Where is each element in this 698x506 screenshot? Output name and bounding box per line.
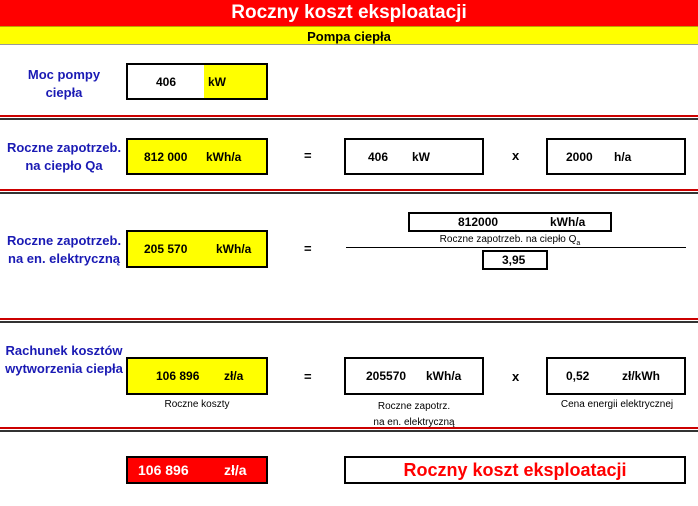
heat-power-field[interactable] bbox=[344, 138, 484, 175]
separator bbox=[0, 189, 698, 194]
electric-cop-field[interactable] bbox=[482, 250, 548, 270]
cost-energy-caption-line2: na en. elektryczną bbox=[373, 417, 455, 428]
cost-price-caption: Cena energii elektrycznej bbox=[560, 399, 674, 410]
cost-label bbox=[0, 342, 128, 378]
heat-power-unit: kW bbox=[412, 149, 430, 164]
cost-energy-caption-line1: Roczne zapotrz. bbox=[377, 401, 451, 412]
electric-numerator-value: 812000 bbox=[458, 215, 499, 229]
cost-price-value: 0,52 bbox=[566, 369, 590, 383]
total-value: 106 896 bbox=[138, 462, 189, 478]
heat-hours-unit: h/a bbox=[614, 149, 632, 164]
heat-hours-field[interactable] bbox=[546, 138, 686, 175]
total-field[interactable] bbox=[126, 456, 268, 484]
separator bbox=[0, 318, 698, 323]
heat-unit: kWh/a bbox=[206, 149, 242, 164]
electric-value: 205 570 bbox=[144, 242, 188, 256]
fraction-line bbox=[346, 247, 686, 248]
power-value: 406 bbox=[156, 74, 177, 89]
cost-energy-unit: kWh/a bbox=[426, 369, 462, 383]
electric-numerator-caption-sub: a bbox=[576, 240, 581, 247]
cost-caption: Roczne koszty bbox=[164, 399, 230, 410]
power-field[interactable] bbox=[126, 63, 268, 100]
power-unit: kW bbox=[208, 74, 226, 89]
heat-label-line1: Roczne zapotrzeb. bbox=[6, 140, 122, 155]
cost-label-line1: Rachunek kosztów bbox=[5, 343, 123, 358]
total-unit: zł/a bbox=[224, 462, 247, 478]
electric-field[interactable] bbox=[126, 230, 268, 268]
cost-price-field[interactable] bbox=[546, 357, 686, 395]
power-label-line1: Moc pompy bbox=[27, 67, 101, 82]
cost-unit: zł/a bbox=[224, 369, 244, 383]
cost-energy-value: 205570 bbox=[366, 369, 407, 383]
cost-price-unit: zł/kWh bbox=[622, 369, 660, 383]
cost-energy-field[interactable] bbox=[344, 357, 484, 395]
electric-unit: kWh/a bbox=[216, 242, 252, 256]
heat-equals: = bbox=[304, 148, 312, 163]
cost-field[interactable] bbox=[126, 357, 268, 395]
heat-label bbox=[0, 139, 128, 175]
heat-hours-value: 2000 bbox=[566, 149, 593, 164]
electric-label-line1: Roczne zapotrzeb. bbox=[6, 233, 122, 248]
separator bbox=[0, 427, 698, 432]
electric-numerator-caption bbox=[400, 234, 620, 247]
heat-field[interactable] bbox=[126, 138, 268, 175]
page-subtitle: Pompa ciepła bbox=[0, 26, 698, 45]
cost-value: 106 896 bbox=[156, 369, 200, 383]
power-label-line2: ciepła bbox=[45, 85, 83, 100]
heat-value: 812 000 bbox=[144, 149, 188, 164]
separator bbox=[0, 115, 698, 120]
electric-cop-value: 3,95 bbox=[502, 253, 526, 267]
cost-label-line2: wytworzenia ciepła bbox=[5, 361, 123, 376]
heat-times: x bbox=[512, 148, 520, 163]
electric-numerator-caption-text: Roczne zapotrzeb. na ciepło Q bbox=[439, 234, 577, 245]
electric-numerator-unit: kWh/a bbox=[550, 215, 586, 229]
cost-times: x bbox=[512, 369, 520, 384]
electric-numerator-field[interactable] bbox=[408, 212, 612, 232]
heat-label-line2: na ciepło Qa bbox=[25, 158, 103, 173]
heat-power-value: 406 bbox=[368, 149, 389, 164]
electric-equals: = bbox=[304, 241, 312, 256]
cost-equals: = bbox=[304, 369, 312, 384]
electric-label-line2: na en. elektryczną bbox=[8, 251, 120, 266]
total-label: Roczny koszt eksploatacji bbox=[344, 456, 686, 484]
page-title: Roczny koszt eksploatacji bbox=[0, 0, 698, 26]
power-label bbox=[0, 66, 128, 102]
electric-label bbox=[0, 232, 128, 268]
